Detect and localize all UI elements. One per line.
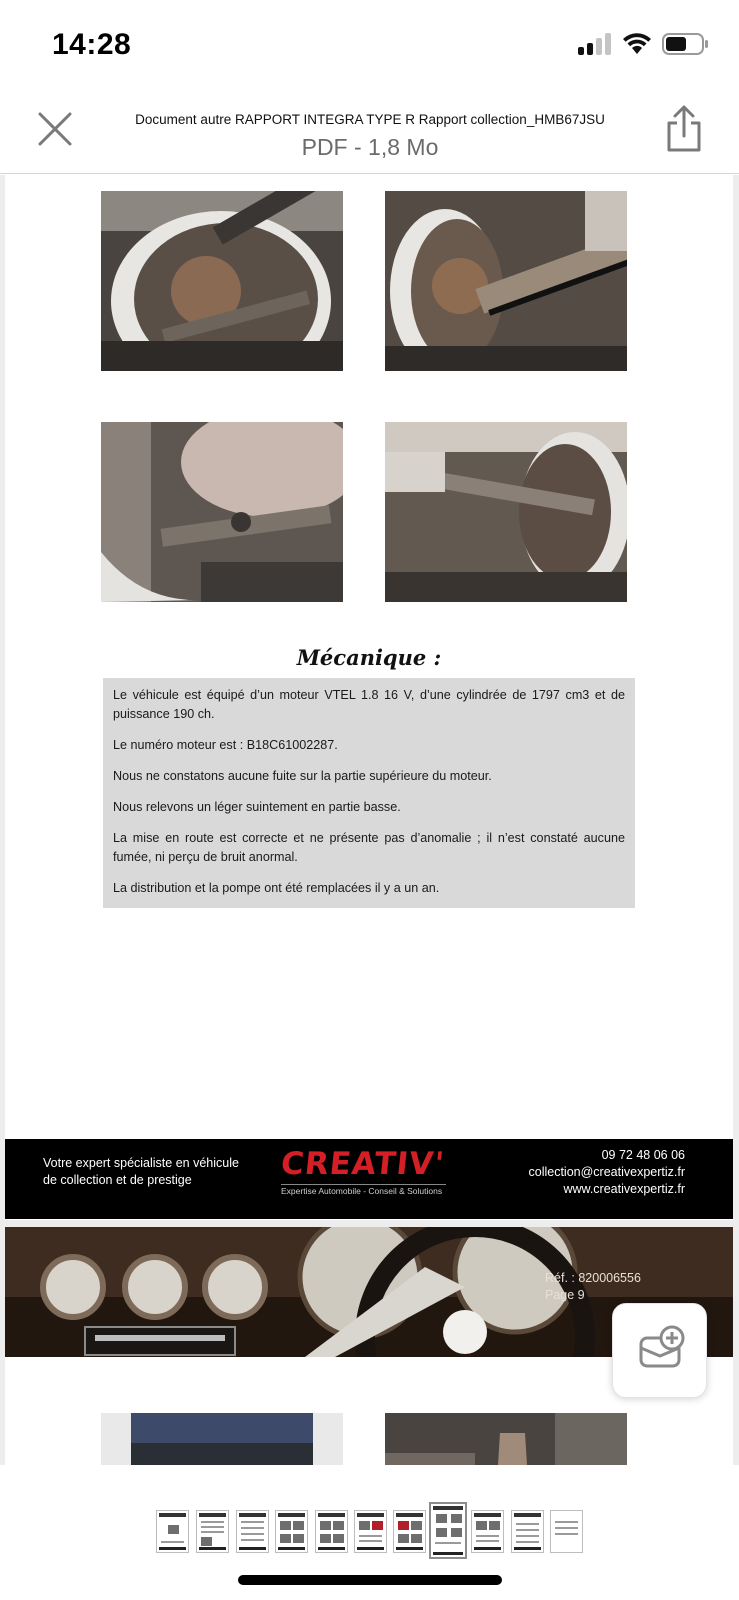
close-button[interactable]	[34, 108, 76, 150]
undercarriage-photo-rear-right	[385, 422, 627, 602]
paragraph: La distribution et la pompe ont été remplacées il y a un an.	[113, 881, 440, 895]
pdf-scroll-area[interactable]	[0, 175, 739, 1465]
page-footer-band	[5, 1139, 733, 1219]
paragraph: Le numéro moteur est : B18C61002287.	[113, 738, 338, 752]
document-title: Document autre RAPPORT INTEGRA TYPE R Rapport collection_HMB67JSU	[135, 112, 605, 127]
wifi-icon	[622, 32, 652, 56]
brand-name: CREATIV'	[279, 1146, 447, 1182]
share-icon	[660, 104, 708, 154]
footer-contact	[529, 1147, 686, 1198]
creativ-logo	[281, 1146, 451, 1196]
share-button[interactable]	[660, 104, 708, 154]
battery-icon	[662, 33, 710, 55]
page-thumbnail[interactable]	[511, 1510, 544, 1553]
document-file-info: PDF - 1,8 Mo	[301, 134, 439, 160]
paragraph: Le véhicule est équipé d’un moteur VTEL 1.8 16 V, d’une cylindrée de 1797 cm3 et de puissance 190 ch.	[113, 688, 625, 721]
report-page-number: Page 9	[545, 1288, 585, 1302]
close-icon	[34, 108, 76, 150]
mechanics-text-box	[103, 678, 635, 908]
section-title-mecanique: Mécanique :	[296, 645, 442, 670]
footer-tagline-line1: Votre expert spécialiste en véhicule	[43, 1156, 239, 1170]
paragraph: La mise en route est correcte et ne présente pas d’anomalie ; il n’est constaté aucune fumée, ni perçu de bruit anormal.	[113, 831, 625, 864]
paragraph: Nous ne constatons aucune fuite sur la partie supérieure du moteur.	[113, 769, 492, 783]
page-thumbnail-current[interactable]	[429, 1502, 467, 1559]
engine-bay-photo	[101, 1413, 343, 1465]
report-reference	[545, 1270, 641, 1304]
page-thumbnail[interactable]	[471, 1510, 504, 1553]
page-thumbnail[interactable]	[393, 1510, 426, 1553]
status-bar	[0, 0, 739, 90]
footer-tagline-line2: de collection et de prestige	[43, 1173, 192, 1187]
pdf-page	[5, 175, 733, 1220]
undercarriage-photo-front-right	[385, 191, 627, 371]
status-time: 14:28	[52, 28, 132, 61]
page-thumbnail[interactable]	[236, 1510, 269, 1553]
brand-tagline: Expertise Automobile - Conseil & Solutions	[281, 1186, 443, 1196]
footer-phone: 09 72 48 06 06	[601, 1148, 685, 1162]
page-thumbnail[interactable]	[354, 1510, 387, 1553]
footer-website: www.creativexpertiz.fr	[563, 1182, 685, 1196]
underbody-exhaust-photo	[385, 1413, 627, 1465]
page-thumbnail[interactable]	[315, 1510, 348, 1553]
document-header	[0, 90, 739, 174]
undercarriage-photo-front-left	[101, 191, 343, 371]
cellular-signal-icon	[578, 33, 614, 55]
page-thumbnail[interactable]	[156, 1510, 189, 1553]
page-thumbnail-strip	[0, 1466, 739, 1556]
footer-email: collection@creativexpertiz.fr	[528, 1165, 685, 1179]
brand-divider	[281, 1184, 446, 1185]
page-thumbnail[interactable]	[550, 1510, 583, 1553]
home-indicator[interactable]	[238, 1575, 502, 1585]
paragraph: Nous relevons un léger suintement en partie basse.	[113, 800, 401, 814]
add-mail-button[interactable]	[612, 1303, 707, 1398]
page-thumbnail[interactable]	[196, 1510, 229, 1553]
mail-add-icon	[613, 1304, 708, 1399]
page-thumbnail[interactable]	[275, 1510, 308, 1553]
undercarriage-photo-rear-left	[101, 422, 343, 602]
report-ref-number: Réf. : 820006556	[545, 1271, 641, 1285]
footer-tagline	[43, 1155, 239, 1189]
